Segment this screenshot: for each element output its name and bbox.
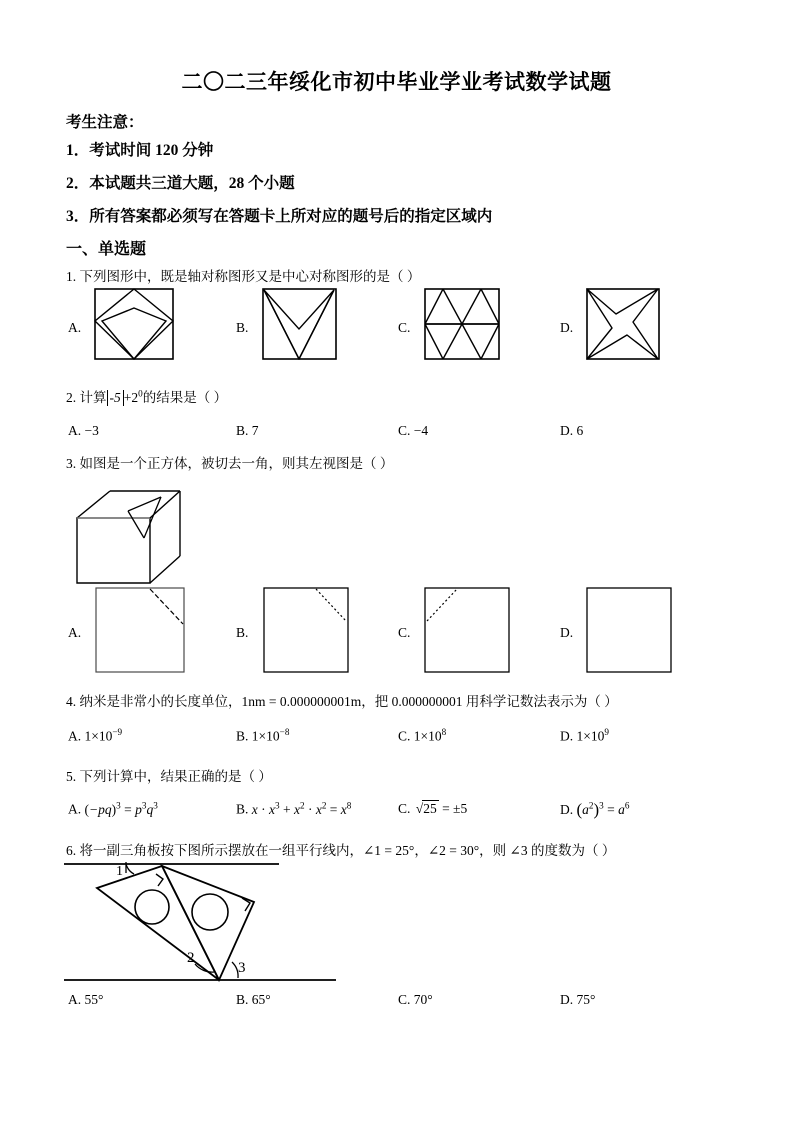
q6-angle2-value: ∠2 = 30° xyxy=(427,843,480,858)
q4-option-b-label: B. xyxy=(236,728,249,744)
question-4-stem xyxy=(66,690,618,710)
left-triangle-hole xyxy=(135,890,169,924)
question-2-stem xyxy=(66,386,227,406)
angle-1-label: 1 xyxy=(116,864,123,879)
right-triangle-hole xyxy=(192,894,228,930)
q5-option-b[interactable] xyxy=(236,800,351,818)
notice-heading: 考生注意： xyxy=(66,114,144,131)
q1-figure-v-arrow-in-square[interactable] xyxy=(262,288,337,360)
q1-option-c-label[interactable]: C. xyxy=(398,320,411,335)
q5-option-d[interactable] xyxy=(560,800,629,820)
q6-option-d-label: D. xyxy=(560,992,574,1007)
q4-option-c-exp: 8 xyxy=(441,727,447,737)
q2-option-b-label: B. xyxy=(236,423,249,438)
q2-plus-term: +2 xyxy=(123,390,139,405)
q6-option-a-label: A. xyxy=(68,992,82,1007)
q6-option-c-label: C. xyxy=(398,992,411,1007)
q5-option-b-label: B. xyxy=(236,801,249,817)
q3-view-square-dotted-diagonal-top-left[interactable] xyxy=(424,587,510,673)
q4-option-a[interactable] xyxy=(68,727,122,745)
q1-option-b-label[interactable]: B. xyxy=(236,320,249,335)
q4-option-d-label: D. xyxy=(560,728,574,744)
q4-option-b[interactable] xyxy=(236,727,289,745)
q2-stem-suffix: 的结果是（ ） xyxy=(142,390,228,405)
q3-option-a-label[interactable]: A. xyxy=(68,625,82,640)
q1-option-d-label[interactable]: D. xyxy=(560,320,574,335)
q2-option-c-value: −4 xyxy=(413,423,429,438)
q3-option-d-label[interactable]: D. xyxy=(560,625,574,640)
q6-option-b-label: B. xyxy=(236,992,249,1007)
q2-option-a[interactable] xyxy=(68,423,99,439)
q2-option-b-value: 7 xyxy=(251,423,259,438)
q2-option-a-label: A. xyxy=(68,423,82,438)
q5-option-c-expr: √25 = ±5 xyxy=(415,801,468,816)
q3-view-square-plain[interactable] xyxy=(586,587,672,673)
question-5-stem: 5. 下列计算中，结果正确的是（ ） xyxy=(66,769,272,784)
q6-option-a[interactable] xyxy=(68,992,103,1008)
angle-2-label: 2 xyxy=(187,950,195,966)
q4-option-d-exp: 9 xyxy=(604,727,609,737)
q5-option-d-expr: $(a^2)^3 = a^6$ xyxy=(576,800,630,819)
q2-stem-prefix: 2. 计算 xyxy=(66,390,107,405)
q1-figure-triangle-lattice-square[interactable] xyxy=(424,288,500,360)
q3-figure-cube-with-cut-corner xyxy=(72,483,187,588)
section-heading: 一、单选题 xyxy=(66,241,147,258)
q4-option-c-base: 1×10 xyxy=(413,728,442,744)
q4-option-b-exp: −8 xyxy=(279,727,290,737)
notice-item-3: 3．所有答案都必须写在答题卡上所对应的题号后的指定区域内 xyxy=(66,208,493,225)
q5-option-c[interactable] xyxy=(398,800,467,817)
q4-option-a-base: 1×10 xyxy=(84,728,113,744)
q2-exponent: 0 xyxy=(138,388,143,399)
q4-option-c[interactable] xyxy=(398,727,446,745)
q5-option-a-label: A. xyxy=(68,801,82,817)
q1-option-a-label[interactable]: A. xyxy=(68,320,82,335)
q2-option-c-label: C. xyxy=(398,423,411,438)
q6-sep: ， xyxy=(414,843,428,858)
q6-figure-two-set-squares-between-parallels xyxy=(64,860,344,985)
notice-item-1: 1．考试时间 120 分钟 xyxy=(66,142,214,159)
q4-nm-equation: 1nm = 0.000000001m xyxy=(241,694,362,709)
q4-stem-part2: ，把 0.000000001 用科学记数法表示为（ ） xyxy=(361,694,618,709)
q5-option-c-label: C. xyxy=(398,801,411,816)
q2-abs-expression: -5 xyxy=(107,390,124,406)
q6-stem-part1: 6. 将一副三角板按下图所示摆放在一组平行线内， xyxy=(66,843,363,858)
q1-figure-pinwheel-star-square[interactable] xyxy=(586,288,660,360)
q4-option-a-exp: −9 xyxy=(112,727,123,737)
q3-view-square-dotted-diagonal-top-right[interactable] xyxy=(263,587,349,673)
q2-option-d-label: D. xyxy=(560,423,574,438)
q4-option-c-label: C. xyxy=(398,728,411,744)
q3-option-b-label[interactable]: B. xyxy=(236,625,249,640)
q4-option-b-base: 1×10 xyxy=(251,728,280,744)
question-3-stem: 3. 如图是一个正方体，被切去一角，则其左视图是（ ） xyxy=(66,456,394,471)
q2-option-d-value: 6 xyxy=(576,423,584,438)
q4-option-a-label: A. xyxy=(68,728,82,744)
q1-figure-rhombus-in-square[interactable] xyxy=(94,288,174,360)
q5-option-d-label: D. xyxy=(560,802,574,817)
q6-option-d-value: 75° xyxy=(576,992,596,1007)
question-6-stem xyxy=(66,839,615,859)
q6-option-a-value: 55° xyxy=(84,992,104,1007)
notice-item-2: 2．本试题共三道大题，28 个小题 xyxy=(66,175,295,192)
q6-option-d[interactable] xyxy=(560,992,595,1008)
q5-option-b-expr: $x \cdot x^3 + x^2 \cdot x^2 = x^8$ xyxy=(251,800,352,817)
q2-option-b[interactable] xyxy=(236,423,259,439)
angle-3-label: 3 xyxy=(238,960,246,976)
q2-option-a-value: −3 xyxy=(84,423,99,438)
angle-1-arc xyxy=(126,864,134,874)
right-angle-mark-apex xyxy=(156,874,163,886)
q6-stem-part2: ，则 ∠3 的度数为（ ） xyxy=(479,843,616,858)
q2-option-d[interactable] xyxy=(560,423,583,439)
q6-option-c-value: 70° xyxy=(413,992,433,1007)
q3-view-square-solid-diagonal-top-right[interactable] xyxy=(95,587,185,673)
page-title: 二〇二三年绥化市初中毕业学业考试数学试题 xyxy=(181,70,612,94)
q6-option-b-value: 65° xyxy=(251,992,271,1007)
q6-option-b[interactable] xyxy=(236,992,271,1008)
q4-stem-part1: 4. 纳米是非常小的长度单位， xyxy=(66,694,242,709)
q2-option-c[interactable] xyxy=(398,423,428,439)
q4-option-d-base: 1×10 xyxy=(576,728,605,744)
q3-option-c-label[interactable]: C. xyxy=(398,625,411,640)
q4-option-d[interactable] xyxy=(560,727,609,745)
q5-option-a[interactable] xyxy=(68,800,158,818)
q6-option-c[interactable] xyxy=(398,992,433,1008)
question-1-stem: 1. 下列图形中，既是轴对称图形又是中心对称图形的是（ ） xyxy=(66,269,421,284)
q5-option-a-expr: $(-pq)^3 = p^3q^3$ xyxy=(84,800,158,817)
q6-angle1-value: ∠1 = 25° xyxy=(363,843,415,858)
